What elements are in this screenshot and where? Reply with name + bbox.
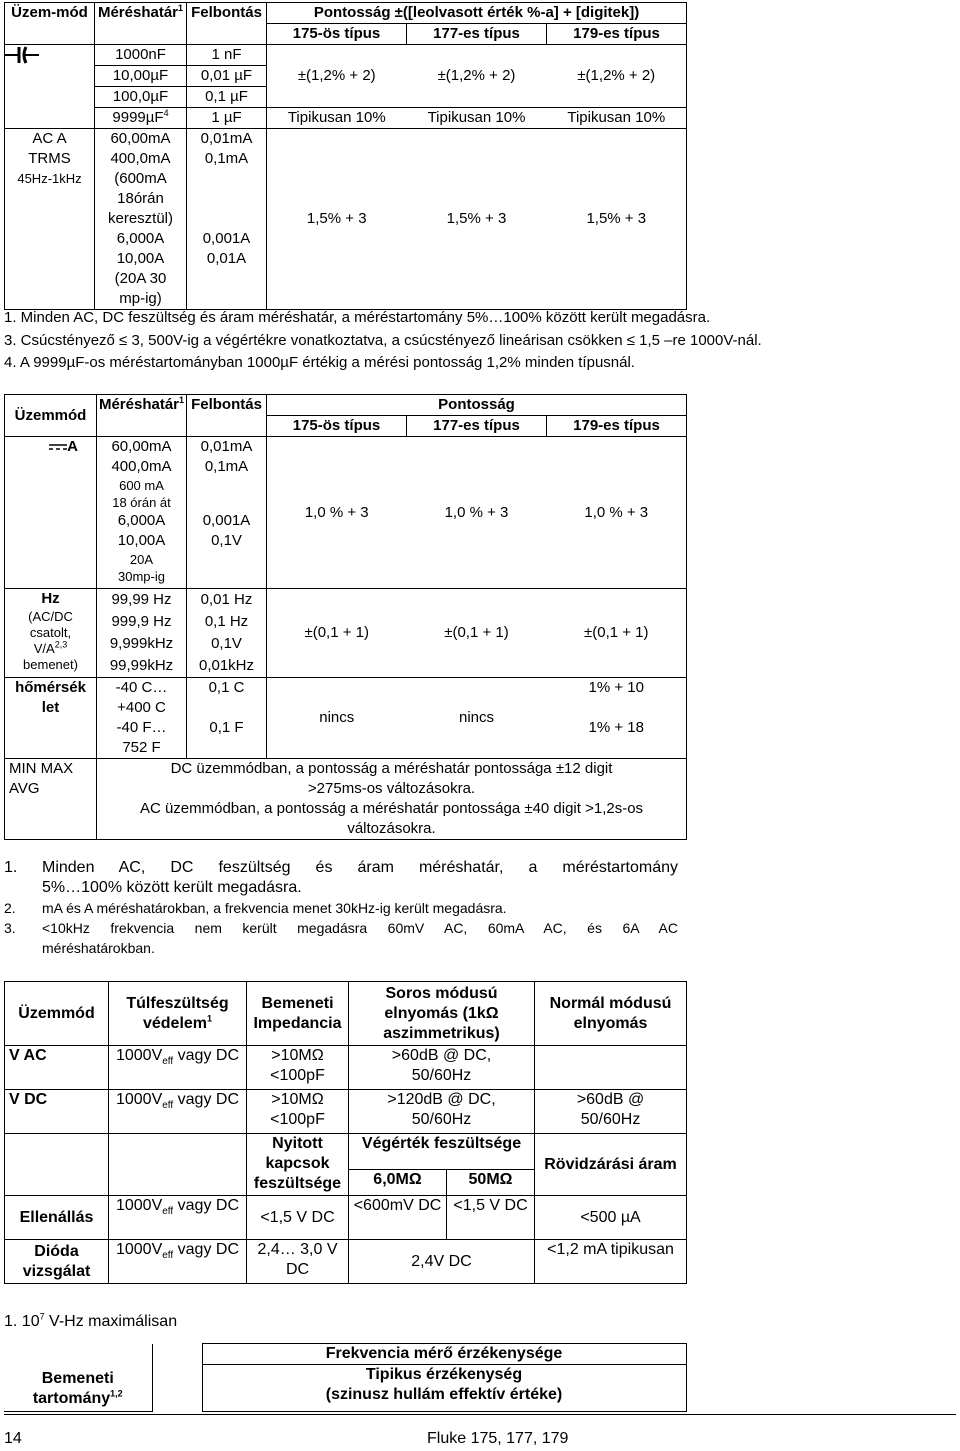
prot-sub: eff [162, 1056, 174, 1068]
model-179: 179-es típus [573, 417, 660, 434]
notes-block-2 [4, 858, 678, 958]
note-text: 5%…100% között került megadásra. [42, 879, 302, 896]
header-resolution-text: Felbontás [191, 4, 262, 21]
model-177: 177-es típus [407, 24, 547, 44]
dc-range: 600 mA [119, 478, 164, 493]
header-resolution [187, 3, 267, 45]
header-mode: Üzemmód [5, 395, 97, 437]
hz-mode-line: Hz [41, 590, 60, 607]
ac-range: 18órán [117, 190, 164, 207]
temp-mode-line: let [41, 699, 60, 716]
dc-current-icon [49, 442, 67, 452]
t3-header-protection-sup: 1 [207, 1013, 213, 1024]
frequency-resolutions [187, 589, 267, 678]
note-text: méréshatárokban. [42, 940, 155, 956]
note2-1 [4, 858, 678, 878]
t3-smr [349, 1046, 535, 1090]
t3-header-nmr: Normál módusú elnyomás [535, 982, 687, 1046]
prot-val2: vagy DC [177, 1047, 239, 1064]
cap-range-text: 9999µF [112, 109, 164, 126]
dc-acc-177: 1,0 % + 3 [407, 437, 547, 589]
hz-range: 999,9 Hz [111, 613, 172, 630]
cap-resolution: 0,01 µF [187, 66, 267, 87]
hz-range: 99,99 Hz [111, 591, 172, 608]
t4-sensitivity [202, 1344, 686, 1412]
t3-protection [109, 1240, 247, 1284]
ac-acc-177: 1,5% + 3 [407, 129, 547, 310]
hz-mode-sup: 2,3 [54, 639, 68, 650]
ac-current-resolutions [187, 129, 267, 310]
minmax-line: MIN MAX [9, 760, 74, 777]
note3-text: 1. 10 [4, 1313, 40, 1330]
ac-range: keresztül) [107, 210, 174, 227]
t3-header-mode: Üzemmód [5, 982, 109, 1046]
ac-range: 60,00mA [110, 130, 171, 147]
hz-res: 0,1 Hz [204, 613, 249, 630]
note-text: Minden AC, DC feszültség és áram méréshatár, a méréstartomány [42, 859, 678, 876]
t3-fs-50m: <1,5 V DC [447, 1196, 535, 1240]
frequency-ranges [97, 589, 187, 678]
ac-range: 400,0mA [110, 150, 171, 167]
header-range-sup: 1 [178, 3, 184, 13]
smr-line: >120dB @ DC, [387, 1091, 496, 1108]
model-175: 175-ös típus [267, 416, 407, 436]
t3-protection [109, 1090, 247, 1134]
temperature-resolutions [187, 678, 267, 759]
ac-res: 0,01mA [200, 130, 253, 147]
t4-sensitivity-title: Frekvencia mérő érzékenysége [203, 1344, 686, 1365]
model-179: 179-es típus [573, 25, 660, 42]
header-range-text: Méréshatár [97, 4, 179, 21]
hz-mode-line: (AC/DC [28, 609, 73, 624]
cap-typical-177: Tipikusan 10% [407, 108, 547, 129]
footer-title: Fluke 175, 177, 179 [427, 1430, 569, 1447]
dc-range: 30mp-ig [118, 569, 165, 584]
dc-range: 400,0mA [111, 458, 172, 475]
t3-impedance [247, 1090, 349, 1134]
temp-range: -40 F… [116, 719, 167, 736]
smr-line: 50/60Hz [411, 1067, 472, 1084]
dc-range: 10,00A [117, 532, 166, 549]
temp-acc-f: 1% + 18 [588, 719, 644, 736]
dc-range: 20A [129, 552, 154, 567]
nmr-line: >60dB @ [576, 1091, 645, 1108]
note-text: <10kHz frekvencia nem került megadásra 60mV AC, 60mA AC, és 6A AC [42, 920, 678, 936]
ac-range: (20A 30 [114, 270, 167, 287]
capacitance-mode-cell [5, 45, 95, 129]
temperature-ranges [97, 678, 187, 759]
smr-line: 50/60Hz [411, 1111, 472, 1128]
hz-res: 0,1V [211, 635, 242, 652]
dc-current-ranges [97, 437, 187, 589]
cap-typical-179: Tipikusan 10% [547, 108, 687, 129]
hz-acc-179: ±(0,1 + 1) [547, 589, 687, 678]
prot-val2: vagy DC [177, 1091, 239, 1108]
ac-mode-line: 45Hz-1kHz [17, 171, 82, 186]
t3-subheader-empty [5, 1134, 109, 1196]
dc-current-frequency-table [4, 394, 687, 840]
t3-header-50m: 50MΩ [447, 1170, 535, 1196]
header-range-text: Méréshatár [98, 396, 180, 413]
dc-acc-179: 1,0 % + 3 [547, 437, 687, 589]
ac-res: 0,001A [202, 230, 251, 247]
t3-mode-vac: V AC [5, 1046, 109, 1090]
header-range [95, 3, 187, 45]
header-accuracy-text: Pontosság [267, 395, 686, 416]
t4-input-range-text: Bemeneti tartomány [32, 1370, 114, 1407]
imp-line: <100pF [270, 1067, 325, 1084]
dc-res: 0,01mA [200, 438, 253, 455]
cap-range: 100,0µF [95, 87, 187, 108]
hz-acc-177: ±(0,1 + 1) [407, 589, 547, 678]
t3-fs-6m: <600mV DC [349, 1196, 447, 1240]
t3-header-protection-text: Túlfeszültség védelem [126, 994, 229, 1032]
dc-range: 18 órán át [112, 495, 171, 510]
t3-header-fullscale: Végérték feszültsége [349, 1134, 535, 1170]
header-range-sup: 1 [179, 395, 185, 405]
model-177: 177-es típus [407, 416, 547, 436]
ac-mode-line: TRMS [28, 150, 71, 167]
minmax-text: változásokra. [347, 820, 436, 837]
ac-res: 0,1mA [204, 150, 249, 167]
t3-mode-resistance: Ellenállás [5, 1196, 109, 1240]
ac-range: mp-ig) [119, 290, 162, 307]
minmax-text: >275ms-os változásokra. [307, 780, 476, 797]
note-num: 3. [4, 920, 16, 936]
imp-line: <100pF [270, 1111, 325, 1128]
dc-res: 0,1V [211, 532, 242, 549]
minmax-mode [5, 759, 97, 840]
imp-line: >10MΩ [271, 1091, 324, 1108]
minmax-text: AC üzemmódban, a pontosság a méréshatár pontossága ±40 digit >1,2s-os [139, 800, 644, 817]
prot-sub: eff [162, 1250, 174, 1262]
t3-header-smr: Soros módusú elnyomás (1kΩ aszimmetrikus) [349, 982, 535, 1046]
note-num: 1. [4, 859, 18, 876]
t3-header-open: Nyitott kapcsok feszültsége [247, 1134, 349, 1196]
dc-range: 6,000A [117, 512, 166, 529]
hz-range: 99,99kHz [109, 657, 174, 674]
temp-acc-175: nincs [267, 678, 407, 759]
minmax-description [97, 759, 687, 840]
note2-2 [4, 898, 678, 918]
hz-mode-line: bemenet) [23, 657, 78, 672]
ac-range: 6,000A [116, 230, 165, 247]
dc-current-mode [5, 437, 97, 589]
ac-mode-line: AC A [32, 130, 67, 147]
t3-subheader-empty [109, 1134, 247, 1196]
t3-fs: 2,4V DC [349, 1240, 535, 1284]
t3-protection [109, 1046, 247, 1090]
t3-header-short: Rövidzárási áram [535, 1134, 687, 1196]
minmax-text: DC üzemmódban, a pontosság a méréshatár pontossága ±12 digit [170, 760, 613, 777]
t4-typical: Tipikus érzékenység [365, 1366, 523, 1383]
t3-impedance [247, 1046, 349, 1090]
prot-val: 1000V [115, 1241, 163, 1258]
ac-range: (600mA [114, 170, 167, 187]
note-text: mA és A méréshatárokban, a frekvencia menet 30kHz-ig került megadásra. [42, 900, 507, 916]
dc-range: 60,00mA [111, 438, 172, 455]
imp-line: >10MΩ [271, 1047, 324, 1064]
temp-res: 0,1 C [208, 679, 245, 696]
note3-sup: 7 [39, 1311, 45, 1322]
cap-range [95, 108, 187, 129]
prot-val: 1000V [115, 1047, 163, 1064]
temp-range: -40 C… [115, 679, 168, 696]
cap-resolution: 1 µF [187, 108, 267, 129]
t3-short: <1,2 mA tipikusan [535, 1240, 687, 1284]
t3-open: <1,5 V DC [247, 1196, 349, 1240]
header-range [97, 395, 187, 437]
dc-current-resolutions [187, 437, 267, 589]
header-accuracy [267, 3, 687, 45]
t3-short: <500 µA [535, 1196, 687, 1240]
header-mode [5, 3, 95, 45]
t3-open: 2,4… 3,0 V DC [247, 1240, 349, 1284]
ac-range: 10,00A [116, 250, 165, 267]
temp-range: +400 C [117, 699, 166, 716]
note2-3 [4, 918, 678, 938]
temp-mode-line: hőmérsék [15, 679, 86, 696]
ac-res: 0,01A [206, 250, 247, 267]
hz-res: 0,01kHz [198, 657, 255, 674]
cap-range: 10,00µF [95, 66, 187, 87]
note3 [4, 1312, 177, 1332]
capacitance-ac-current-table [4, 2, 687, 310]
cap-acc-179: ±(1,2% + 2) [547, 45, 687, 108]
dc-res: 0,001A [202, 512, 251, 529]
minmax-line: AVG [9, 780, 40, 797]
note-1: 1. Minden AC, DC feszültség és áram méréshatár, a méréstartomány 5%…100% között került megadásra. [4, 309, 711, 326]
t3-header-protection [109, 982, 247, 1046]
note-num: 2. [4, 900, 16, 916]
prot-sub: eff [162, 1206, 174, 1218]
capacitor-icon [5, 46, 39, 64]
note3-text2: V-Hz maximálisan [44, 1313, 178, 1330]
hz-mode-line: csatolt, [29, 625, 72, 640]
t3-nmr-empty [535, 1046, 687, 1090]
page-number: 14 [4, 1430, 22, 1447]
prot-val2: vagy DC [177, 1241, 239, 1258]
t3-header-6m: 6,0MΩ [349, 1170, 447, 1196]
note-4: 4. A 9999µF-os méréstartományban 1000µF értékig a mérési pontosság 1,2% minden típusnál. [4, 354, 635, 371]
cap-resolution: 0,1 µF [187, 87, 267, 108]
hz-res: 0,01 Hz [200, 591, 253, 608]
cap-resolution: 1 nF [187, 45, 267, 66]
cap-range: 1000nF [95, 45, 187, 66]
t3-smr [349, 1090, 535, 1134]
header-mode-text: Üzem-mód [11, 4, 88, 21]
cap-acc-175: ±(1,2% + 2) [267, 45, 407, 108]
prot-val: 1000V [115, 1091, 163, 1108]
t3-mode-diode: Dióda vizsgálat [5, 1240, 109, 1284]
prot-val: 1000V [115, 1197, 163, 1214]
prot-val2: vagy DC [177, 1197, 239, 1214]
model-175: 175-ös típus [267, 24, 407, 44]
frequency-sensitivity-table [4, 1343, 687, 1412]
hz-range: 9,999kHz [109, 635, 174, 652]
cap-acc-177: ±(1,2% + 2) [407, 45, 547, 108]
frequency-mode [5, 589, 97, 678]
t3-header-impedance: Bemeneti Impedancia [247, 982, 349, 1046]
hz-acc-175: ±(0,1 + 1) [267, 589, 407, 678]
dc-current-label: A [67, 438, 78, 455]
input-characteristics-table [4, 981, 687, 1284]
temp-res: 0,1 F [209, 719, 244, 736]
t3-mode-vdc: V DC [5, 1090, 109, 1134]
header-accuracy [267, 395, 687, 437]
t4-sine: (szinusz hullám effektív értéke) [325, 1386, 563, 1403]
header-accuracy-text: Pontosság ±([leolvasott érték %-a] + [digitek]) [267, 3, 686, 24]
footer-rule [4, 1414, 956, 1415]
ac-acc-175: 1,5% + 3 [267, 129, 407, 310]
ac-current-mode [5, 129, 95, 310]
cap-typical-175: Tipikusan 10% [267, 108, 407, 129]
temp-range: 752 F [122, 739, 161, 756]
temp-acc-177: nincs [407, 678, 547, 759]
t3-protection [109, 1196, 247, 1240]
note-3: 3. Csúcstényező ≤ 3, 500V-ig a végértékre vonatkoztatva, a csúcstényező lineárisan csökken ≤ 1,5 –re 1000V-nál. [4, 332, 762, 349]
t4-input-range [4, 1344, 152, 1412]
dc-acc-175: 1,0 % + 3 [267, 437, 407, 589]
t3-nmr [535, 1090, 687, 1134]
smr-line: >60dB @ DC, [391, 1047, 492, 1064]
t4-input-range-sup: 1,2 [110, 1388, 123, 1399]
prot-sub: eff [162, 1100, 174, 1112]
ac-current-ranges [95, 129, 187, 310]
temp-acc-179 [547, 678, 687, 759]
dc-res: 0,1mA [204, 458, 249, 475]
cap-range-sup: 4 [163, 108, 169, 118]
hz-mode-line: V/A [33, 641, 55, 656]
header-resolution: Felbontás [187, 395, 267, 437]
ac-acc-179: 1,5% + 3 [547, 129, 687, 310]
nmr-line: 50/60Hz [580, 1111, 641, 1128]
temp-acc-c: 1% + 10 [588, 679, 644, 696]
temperature-mode [5, 678, 97, 759]
